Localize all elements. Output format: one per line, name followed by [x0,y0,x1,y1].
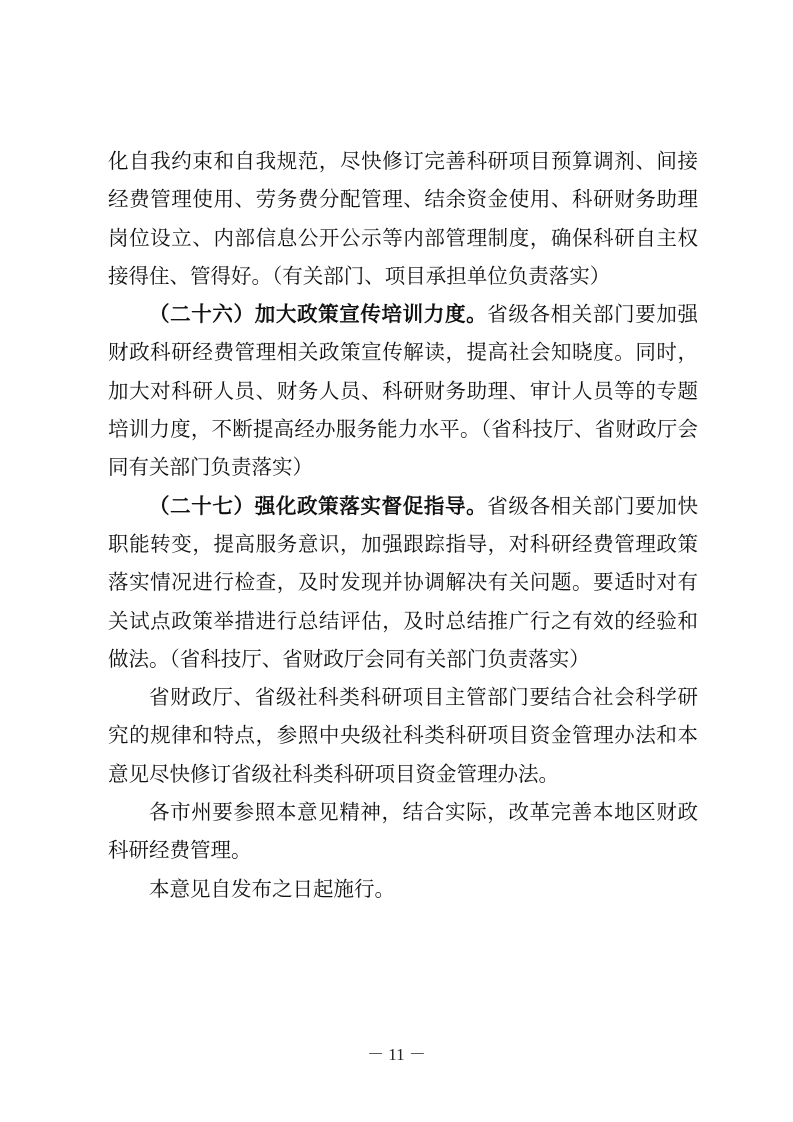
document-body [108,142,698,908]
page-number: － 11 － [367,1045,426,1064]
section-heading: （二十六）加大政策宣传培训力度。 [149,302,488,327]
paragraph-continuation [108,142,698,295]
paragraph-text: 省级各相关部门要加快职能转变，提高服务意识，加强跟踪指导，对科研经费管理政策落实情况进行检查，及时发现并协调解决有关问题。要适时对有关试点政策举措进行总结评估，及时总结推广行之有效的经验和做法。（省科技厅、省财政厅会同有关部门负责落实） [108,493,699,671]
paragraph-text: 化自我约束和自我规范，尽快修订完善科研项目预算调剂、间接经费管理使用、劳务费分配管理、结余资金使用、科研财务助理岗位设立、内部信息公开公示等内部管理制度，确保科研自主权接得住、管得好。（有关部门、项目承担单位负责落实） [108,149,698,288]
paragraph-text: 本意见自发布之日起施行。 [149,876,395,901]
paragraph-text: 各市州要参照本意见精神，结合实际，改革完善本地区财政科研经费管理。 [108,800,698,863]
paragraph-section-26 [108,295,698,486]
section-heading: （二十七）强化政策落实督促指导。 [149,493,488,518]
paragraph-text: 省财政厅、省级社科类科研项目主管部门要结合社会科学研究的规律和特点，参照中央级社科类科研项目资金管理办法和本意见尽快修订省级社科类科研项目资金管理办法。 [108,685,698,786]
paragraph-text: 省级各相关部门要加强财政科研经费管理相关政策宣传解读，提高社会知晓度。同时，加大对科研人员、财务人员、科研财务助理、审计人员等的专题培训力度，不断提高经办服务能力水平。（省科技厅、省财政厅会同有关部门负责落实） [108,302,699,480]
paragraph-social-science [108,678,698,793]
paragraph-effective-date [108,870,698,908]
paragraph-cities [108,793,698,870]
paragraph-section-27 [108,487,698,678]
